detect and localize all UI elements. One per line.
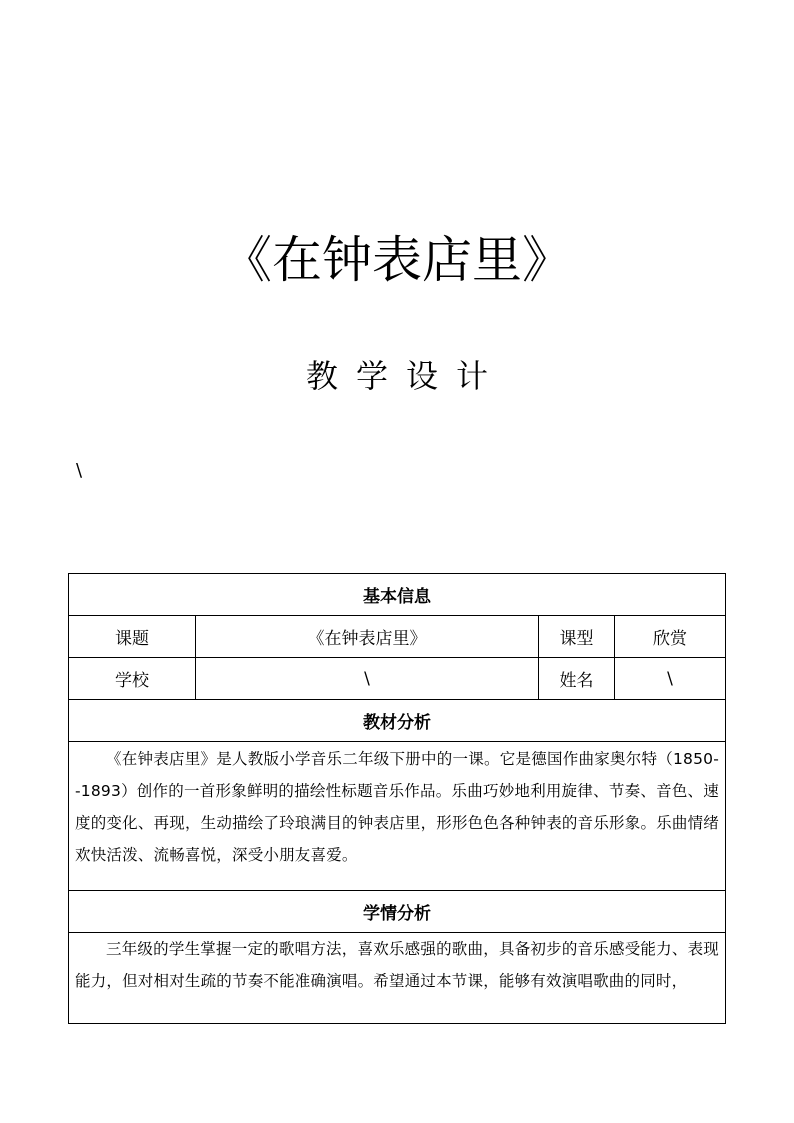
lesson-type-value: 欣赏 xyxy=(615,616,726,658)
topic-label: 课题 xyxy=(69,616,196,658)
student-analysis-header: 学情分析 xyxy=(69,891,726,933)
basic-info-header: 基本信息 xyxy=(69,574,726,616)
student-analysis-cell xyxy=(69,933,726,1024)
name-label: 姓名 xyxy=(539,658,615,700)
topic-value: 《在钟表店里》 xyxy=(196,616,539,658)
school-label: 学校 xyxy=(69,658,196,700)
lesson-info-table xyxy=(68,573,726,1024)
stray-mark: \ xyxy=(76,460,83,481)
material-analysis-cell xyxy=(69,742,726,891)
school-value: \ xyxy=(196,658,539,700)
name-value: \ xyxy=(615,658,726,700)
lesson-type-label: 课型 xyxy=(539,616,615,658)
document-title: 《在钟表店里》 xyxy=(222,231,572,289)
material-analysis-text: 《在钟表店里》是人教版小学音乐二年级下册中的一课。它是德国作曲家奥尔特（1850--1893）创作的一首形象鲜明的描绘性标题音乐作品。乐曲巧妙地利用旋律、节奏、音色、速度的变化、再现，生动描绘了玲琅满目的钟表店里，形形色色各种钟表的音乐形象。乐曲情绪欢快活泼、流畅喜悦，深受小朋友喜爱。 xyxy=(75,750,719,864)
document-subtitle: 教学设计 xyxy=(305,357,506,395)
material-analysis-header: 教材分析 xyxy=(69,700,726,742)
student-analysis-text: 三年级的学生掌握一定的歌唱方法，喜欢乐感强的歌曲，具备初步的音乐感受能力、表现能力，但对相对生疏的节奏不能准确演唱。希望通过本节课，能够有效演唱歌曲的同时， xyxy=(75,940,719,990)
